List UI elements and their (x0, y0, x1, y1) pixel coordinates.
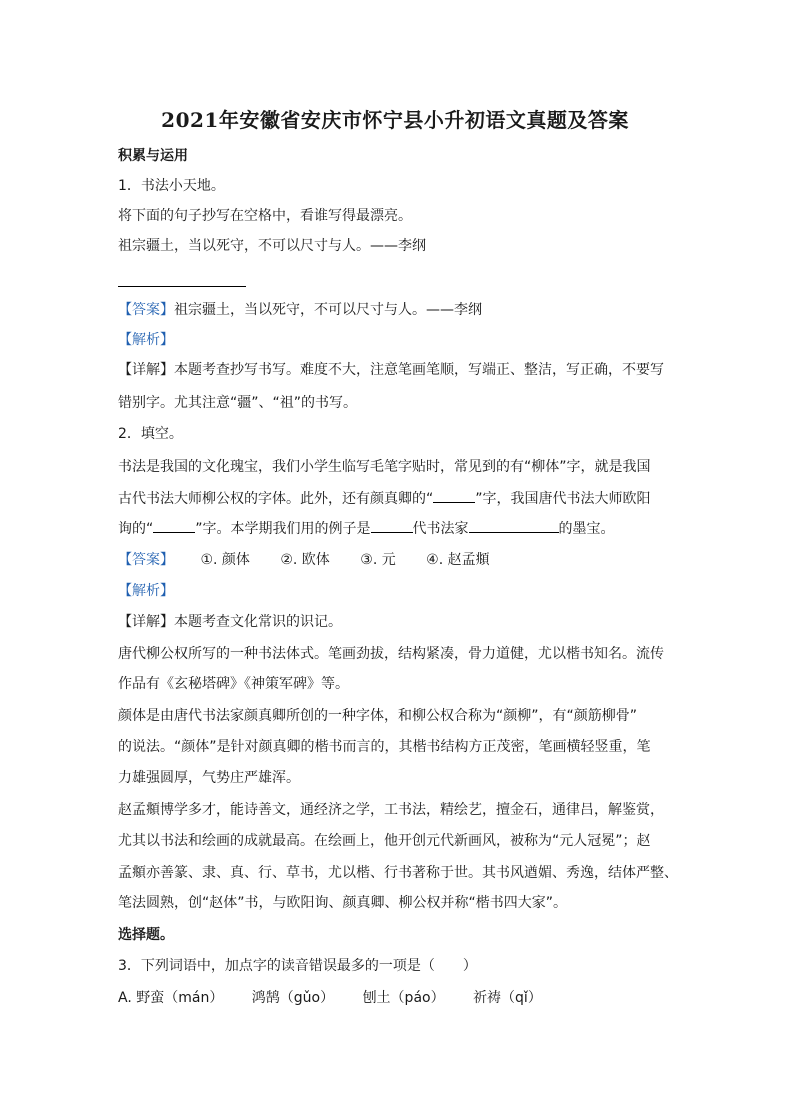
q1-answer-text: 祖宗疆土，当以死守，不可以尺寸与人。——李纲 (174, 302, 482, 318)
answer-item: ①. 颜体 (200, 552, 250, 568)
q2-text-part: ”字，我国唐代书法大师欧阳 (475, 491, 651, 507)
q2-body-line: 孟頫亦善篆、隶、真、行、草书，尤以楷、行书著称于世。其书风遒媚、秀逸，结体严整、 (118, 865, 678, 881)
q2-body-line: 尤其以书法和绘画的成就最高。在绘画上，他开创元代新画风，被称为“元人冠冕”；赵 (118, 833, 651, 849)
option-word: A. 野蛮（mán） (118, 990, 224, 1006)
answer-item: ②. 欧体 (280, 552, 330, 568)
detail-tag: 【详解】 (118, 362, 174, 378)
q3-option-a (118, 988, 542, 1008)
q2-heading: 2．填空。 (118, 426, 183, 442)
answer-tag: 【答案】 (118, 552, 174, 568)
q3-heading: 3．下列词语中，加点字的读音错误最多的一项是（ ） (118, 958, 477, 974)
q2-body-line: 作品有《玄秘塔碑》《神策军碑》等。 (118, 676, 349, 692)
q2-analysis-tag: 【解析】 (118, 583, 174, 599)
section-heading-choice: 选择题。 (118, 927, 174, 943)
q2-body-line: 唐代柳公权所写的一种书法体式。笔画劲拔，结构紧凑，骨力道健，尤以楷书知名。流传 (118, 646, 664, 662)
q2-body-line: 赵孟頫博学多才，能诗善文，通经济之学，工书法，精绘艺，擅金石，通律吕，解鉴赏， (118, 802, 664, 818)
option-word: 祈祷（qǐ） (473, 990, 542, 1006)
q2-paragraph-line-2 (118, 488, 651, 509)
detail-tag: 【详解】 (118, 614, 174, 630)
q2-text-part: ”字。本学期我们用的例子是 (195, 521, 371, 537)
page-title: 2021年安徽省安庆市怀宁县小升初语文真题及答案 (161, 108, 629, 132)
q2-text-part: 代书法家 (412, 521, 469, 537)
q2-detail-line-1 (118, 612, 342, 632)
answer-item: ④. 赵孟頫 (426, 552, 490, 568)
q1-analysis-tag: 【解析】 (118, 332, 174, 348)
answer-tag: 【答案】 (118, 302, 174, 318)
q2-body-line: 笔法圆熟，创“赵体”书，与欧阳询、颜真卿、柳公权并称“楷书四大家”。 (118, 895, 568, 911)
q1-instruction: 将下面的句子抄写在空格中，看谁写得最漂亮。 (118, 208, 412, 224)
q1-answer-line (118, 286, 246, 287)
q2-body-line: 力雄强圆厚，气势庄严雄浑。 (118, 770, 300, 786)
q1-sentence: 祖宗疆土，当以死守，不可以尺寸与人。——李纲 (118, 238, 426, 254)
q2-answer (118, 550, 490, 570)
option-word: 刨土（páo） (362, 990, 445, 1006)
q2-text-part: 的墨宝。 (558, 521, 615, 537)
blank-3 (371, 518, 413, 533)
blank-2 (153, 518, 195, 533)
q2-paragraph-line-3 (118, 518, 615, 539)
q2-text-part: 询的“ (118, 521, 154, 537)
q1-detail-line-2: 错别字。尤其注意“疆”、“祖”的书写。 (118, 395, 358, 411)
q1-answer (118, 300, 482, 320)
answer-item: ③. 元 (360, 552, 396, 568)
blank-1 (433, 488, 475, 503)
section-heading-accumulation: 积累与运用 (118, 148, 188, 164)
blank-4 (469, 518, 559, 533)
q2-body-line: 颜体是由唐代书法家颜真卿所创的一种字体，和柳公权合称为“颜柳”，有“颜筋柳骨” (118, 708, 638, 724)
q1-detail-text: 本题考查抄写书写。难度不大，注意笔画笔顺，写端正、整洁，写正确，不要写 (174, 362, 664, 378)
q2-paragraph-line-1: 书法是我国的文化瑰宝，我们小学生临写毛笔字贴时，常见到的有“柳体”字，就是我国 (118, 459, 651, 475)
q2-body-line: 的说法。“颜体”是针对颜真卿的楷书而言的，其楷书结构方正茂密，笔画横轻竖重，笔 (118, 739, 651, 755)
option-word: 鸿鹄（gǔo） (251, 990, 335, 1006)
q1-heading: 1．书法小天地。 (118, 178, 225, 194)
q2-text-part: 古代书法大师柳公权的字体。此外，还有颜真卿的“ (118, 491, 434, 507)
q1-detail-line-1 (118, 360, 664, 380)
q2-detail-text: 本题考查文化常识的识记。 (174, 614, 342, 630)
